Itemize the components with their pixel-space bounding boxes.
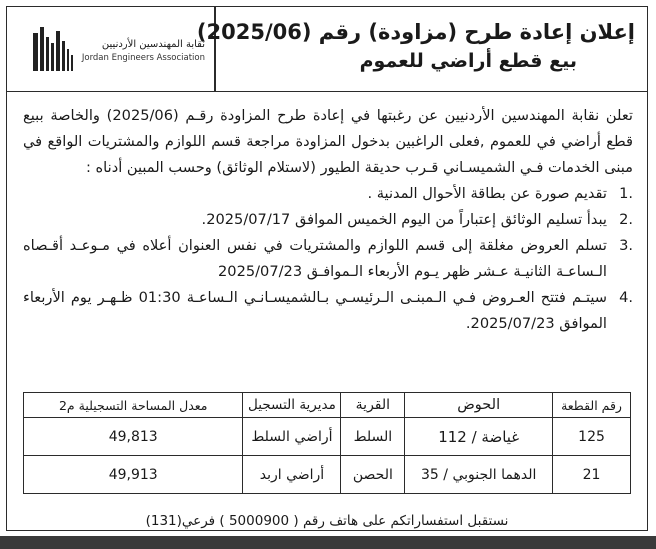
cell-basin: غياضة / 112 <box>405 418 553 456</box>
header-area: معدل المساحة التسجيلية م2 <box>24 393 243 418</box>
intro-paragraph: تعلن نقابة المهندسين الأردنيين عن رغبتها في إعادة طرح المزاودة رقـم (2025/06) والخاصة ببيع قطع أراضي في للعموم ,فعلى الراغبين بدخول المزاودة مراجعة قسم اللوازم والمشتريات الواقع في مبنى الخدمات فـي الشميسـاني قـرب حديقة الطيور (لاستلام الوثائق) وحسب المبين أدناه : <box>23 107 633 176</box>
logo <box>19 15 209 85</box>
list-item <box>23 207 633 233</box>
bottom-bar <box>0 536 656 549</box>
header-parcel-number: رقم القطعة <box>553 393 631 418</box>
cell-village: الحصن <box>341 456 405 494</box>
jea-logo-icon <box>31 23 75 77</box>
contact-footer: نستقبل استفساراتكم على هاتف رقم ( 5000900 ) فرعي(131) <box>145 513 509 529</box>
header-village: القرية <box>341 393 405 418</box>
requirements-list <box>23 181 633 337</box>
list-item-number: .3 <box>619 237 633 254</box>
cell-area: 49,913 <box>24 456 243 494</box>
announcement-frame <box>6 6 648 531</box>
table-row <box>24 418 631 456</box>
header-registration-directorate: مديرية التسجيل <box>243 393 341 418</box>
list-item <box>23 233 633 285</box>
cell-registration-directorate: أراضي السلط <box>243 418 341 456</box>
cell-registration-directorate: أراضي اربد <box>243 456 341 494</box>
list-item <box>23 285 633 337</box>
parcels-table <box>23 392 631 494</box>
list-item-text: سيتـم فتتح العـروض فـي الـمبنـى الـرئيسـي بـالشميسـانـي الـساعـة 01:30 ظـهـر يوم الأربعاء الموافق 2025/07/23. <box>23 289 607 332</box>
cell-parcel-number: 21 <box>553 456 631 494</box>
title-block <box>196 17 635 75</box>
list-item-text: يبدأ تسليم الوثائق إعتباراً من اليوم الخميس الموافق 2025/07/17. <box>201 211 607 228</box>
announcement-title: إعلان إعادة طرح (مزاودة) رقم (2025/06) <box>196 20 635 44</box>
list-item-number: .2 <box>619 211 633 228</box>
cell-area: 49,813 <box>24 418 243 456</box>
announcement-body <box>23 103 633 337</box>
header-basin: الحوض <box>405 393 553 418</box>
announcement-header <box>7 7 647 92</box>
table-row <box>24 456 631 494</box>
cell-basin: الدهما الجنوبي / 35 <box>405 456 553 494</box>
logo-english-text: Jordan Engineers Association <box>81 53 205 63</box>
logo-arabic-text: نقابة المهندسين الأردنيين <box>101 39 205 50</box>
cell-village: السلط <box>341 418 405 456</box>
table-header-row <box>24 393 631 418</box>
cell-parcel-number: 125 <box>553 418 631 456</box>
list-item <box>23 181 633 207</box>
list-item-number: .1 <box>619 185 633 202</box>
list-item-text: تسلم العروض مغلقة إلى قسم اللوازم والمشتريات في نفس العنوان أعلاه في مـوعـد أقـصاه الـساعـة الثانيـة عـشر ظهر يـوم الأربعاء الـموافـق 2025/07/23 <box>23 237 607 280</box>
announcement-subtitle: بيع قطع أراضي للعموم <box>359 50 577 72</box>
list-item-number: .4 <box>619 289 633 306</box>
list-item-text: تقديم صورة عن بطاقة الأحوال المدنية . <box>367 185 607 202</box>
